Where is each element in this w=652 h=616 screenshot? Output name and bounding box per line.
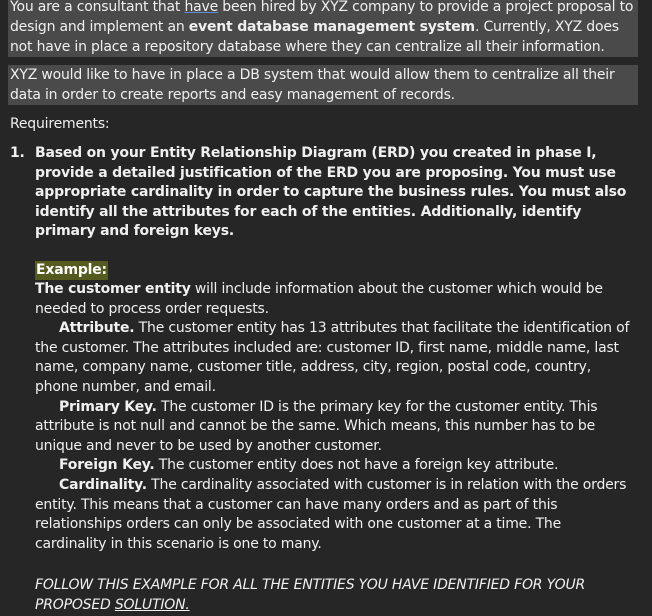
intro-text-1b: been hired by XYZ company to provide a project proposal to design and implement an (10, 0, 634, 35)
follow-last-word: SOLUTION. (114, 597, 190, 613)
example-label: Example: (35, 261, 108, 281)
attribute-bold: Attribute. (59, 320, 135, 337)
example-foreign-key (35, 456, 636, 476)
attribute-text: The customer entity has 13 attributes that facilitate the identification of the customer. The attributes included are: customer ID, first name, middle name, last name, company name, customer title, address, city, region, postal code, country, phone number, and email. (35, 320, 630, 396)
requirements-label: Requirements: (10, 116, 110, 132)
intro-word-have: have (184, 0, 219, 15)
follow-text: FOLLOW THIS EXAMPLE FOR ALL THE ENTITIES YOU HAVE IDENTIFIED FOR YOUR PROPOSED (35, 577, 586, 613)
intro-paragraph-1 (8, 0, 638, 57)
customer-entity-text: will include information about the customer which would be needed to process order requests. (35, 281, 603, 317)
example-cardinality (35, 476, 636, 554)
example-customer-entity (35, 280, 636, 319)
primary-key-text: The customer ID is the primary key for the customer entity. This attribute is not null and cannot be the same. Which means, this number has to be unique and never to be used by another customer. (35, 398, 598, 454)
example-attribute (35, 319, 636, 397)
intro-paragraph-2: XYZ would like to have in place a DB system that would allow them to centralize all their data in order to create reports and easy management of records. (8, 65, 638, 105)
foreign-key-bold: Foreign Key. (59, 457, 155, 474)
requirement-item-1 (0, 144, 652, 242)
intro-text-1a: You are a consultant that (10, 0, 185, 15)
requirement-number: 1. (10, 145, 25, 161)
cardinality-bold: Cardinality. (59, 477, 147, 494)
intro-text-1c: . Currently, XYZ does not have in place a repository database where they can centralize all their information. (10, 19, 619, 55)
primary-key-bold: Primary Key. (59, 398, 157, 415)
cardinality-text: The cardinality associated with customer is in relation with the orders entity. This means that a customer can have many orders and as part of this relationships orders can only be associated with one customer at a time. The cardinality in this scenario is one to many. (35, 477, 627, 552)
intro-bold-system: event database management system (188, 19, 475, 35)
requirement-text: Based on your Entity Relationship Diagram (ERD) you created in phase I, provide a detailed justification of the ERD you are proposing. You must use appropriate cardinality in order to capture the business rules. You must also identify all the attributes for each of the entities. Additionally, identify primary and foreign keys. (35, 145, 627, 239)
follow-instruction (35, 576, 652, 615)
customer-entity-bold: The customer entity (35, 281, 191, 298)
example-primary-key (35, 398, 636, 457)
example-section (35, 261, 652, 555)
foreign-key-text: The customer entity does not have a foreign key attribute. (154, 457, 559, 474)
